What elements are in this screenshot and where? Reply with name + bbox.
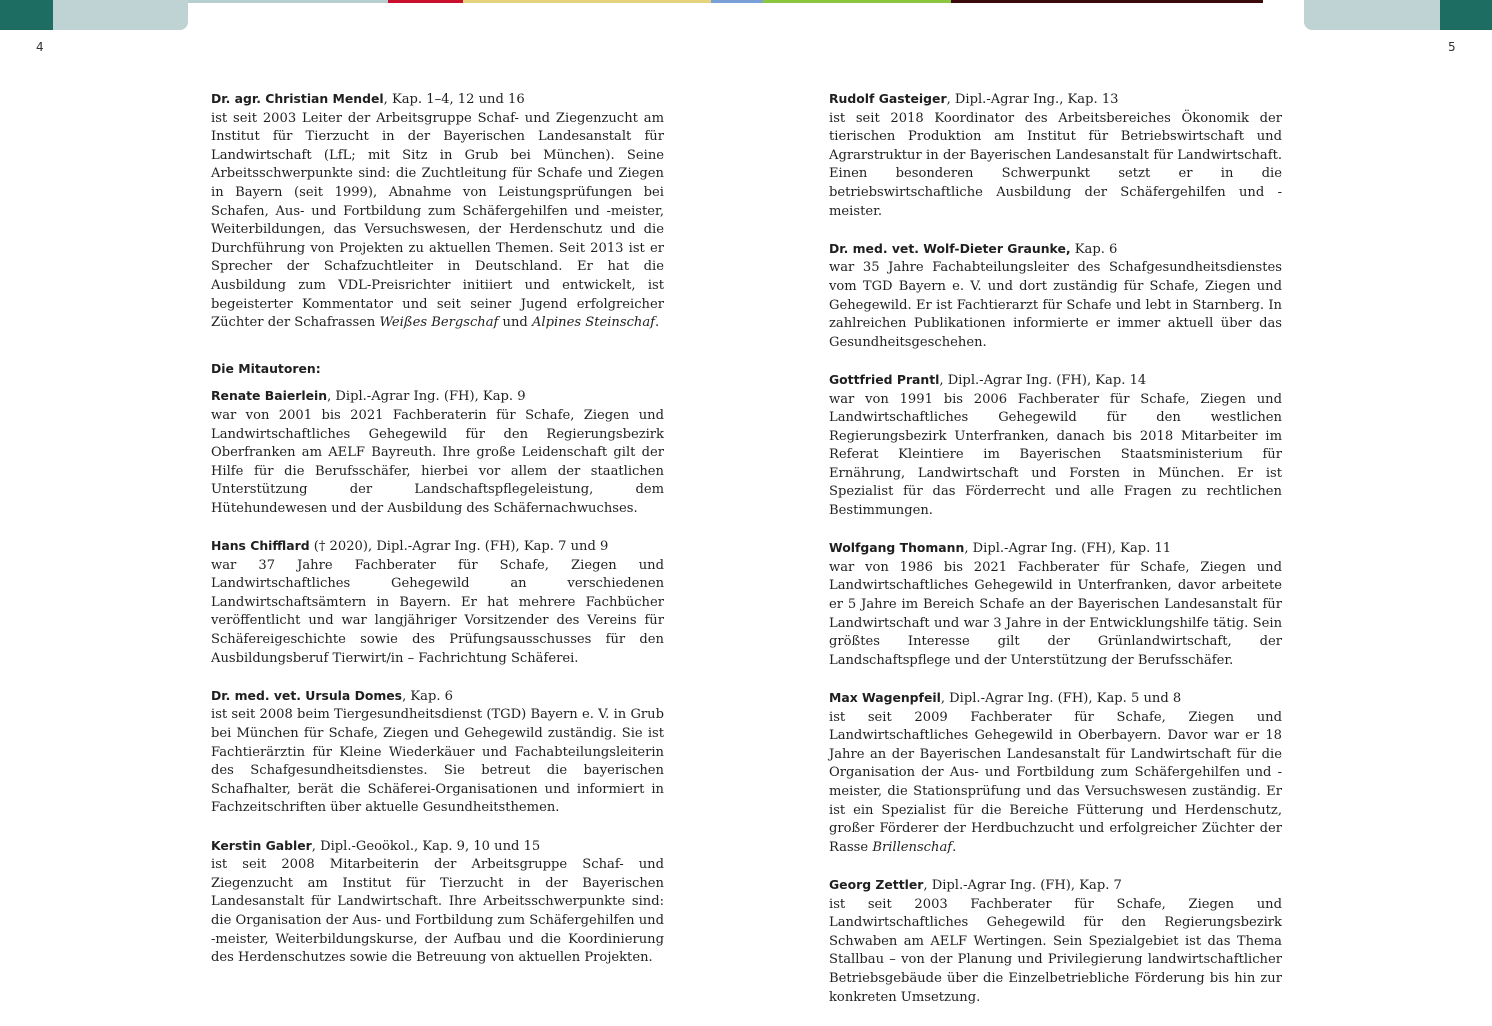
- author-meta: († 2020), Dipl.-Agrar Ing. (FH), Kap. 7 und 9: [309, 539, 609, 555]
- author-heading: [211, 387, 664, 407]
- author-meta: , Dipl.-Agrar Ing. (FH), Kap. 5 und 8: [940, 691, 1182, 706]
- author-entry: [211, 387, 664, 518]
- author-bio: ist seit 2008 beim Tiergesundheitsdienst (TGD) Bayern e. V. in Grub bei München für Schafe, Ziegen und Gehegewild zuständig. Sie ist Fachtierärztin für Kleine Wiederkäuer und Fachabteilungsleiterin des Schafgesundheitsdienstes. Sie betreut die bayerischen Schafhalter, berät die Schäferei-Organisationen und informiert in Fachzeitschriften über aktuelle Gesundheitsthemen.: [211, 707, 664, 816]
- author-name: Kerstin Gabler: [211, 837, 312, 853]
- author-heading: [829, 240, 1282, 260]
- author-meta: , Dipl.-Agrar Ing. (FH), Kap. 7: [923, 877, 1122, 893]
- author-entry: [211, 837, 664, 968]
- author-bio: war von 1986 bis 2021 Fachberater für Schafe, Ziegen und Landwirtschaftliches Gehegewild in Unterfranken, davor arbeitete er 5 Jahre im Bereich Schafe an der Bayerischen Landesanstalt für Landwirtschaft und war 3 Jahre in der Entwicklungshilfe tätig. Sein größtes Interesse gilt der Grünlandwirtschaft, der Landschaftspflege und der Unterstützung der Berufsschäfer.: [829, 559, 1282, 668]
- author-heading: [829, 371, 1282, 391]
- right-column: [829, 90, 1282, 1026]
- author-entry: [829, 689, 1282, 857]
- strip-segment: [168, 0, 388, 3]
- strip-segment: [463, 0, 711, 3]
- left-column: [211, 90, 664, 986]
- author-bio: ist seit 2003 Fachberater für Schafe, Ziegen und Landwirtschaftliches Gehegewild für den Regierungsbezirk Schwaben am AELF Wertingen. Sein Spezialgebiet ist das Thema Stallbau – von der Planung und Privilegierung landwirtschaftlicher Betriebsgebäude über die Einzelbetriebliche Förderung bis hin zur konkreten Umsetzung.: [829, 896, 1282, 1005]
- breed-name: Alpines Steinschaf: [531, 315, 655, 331]
- author-name: Georg Zettler: [829, 876, 924, 892]
- author-name: Renate Baierlein: [211, 388, 328, 404]
- author-heading: [829, 876, 1282, 896]
- author-heading: [211, 837, 664, 857]
- left-corner-tab-dark: [0, 0, 53, 30]
- author-entry: [829, 90, 1282, 221]
- coauthors-heading: Die Mitautoren:: [211, 360, 321, 376]
- right-corner-tab-dark: [1440, 0, 1492, 30]
- author-meta: , Dipl.-Agrar Ing. (FH), Kap. 11: [964, 541, 1172, 557]
- breed-name: Weißes Bergschaf: [379, 315, 499, 331]
- bio-text: ist seit 2003 Leiter der Arbeitsgruppe Schaf- und Ziegenzucht am Institut für Tierzucht in der Bayerischen Landesanstalt für Landwirtschaft (LfL; mit Sitz in Grub bei München). Seine Arbeitsschwerpunkte sind: die Zuchtleitung für Schafe und Ziegen in Bayern (seit 1999), Abnahme von Leistungsprüfungen bei Schafen, Aus- und Fortbildung zum Schäfergehilfen und -meister, Weiterbildungen, das Versuchswesen, der Herdenschutz und die Durchführung von Projekten zu aktuellen Themen. Seit 2013 ist er Sprecher der Schafzuchtleiter in Deutschland. Er hat die Ausbildung zum VDL-Preisrichter initiiert und entwickelt, ist begeisterter Kommentator und seit seiner Jugend erfolgreicher Züchter der Schafrassen: [211, 110, 664, 331]
- author-bio: [211, 110, 664, 333]
- author-meta: , Dipl.-Geoökol., Kap. 9, 10 und 15: [311, 838, 541, 854]
- author-name: Rudolf Gasteiger: [829, 91, 947, 106]
- author-entry: [829, 876, 1282, 1007]
- author-entry: [829, 240, 1282, 353]
- page-number-right: 5: [1448, 40, 1456, 54]
- author-meta: , Dipl.-Agrar Ing., Kap. 13: [946, 92, 1119, 107]
- author-heading: [829, 90, 1282, 110]
- author-bio: war von 1991 bis 2006 Fachberater für Schafe, Ziegen und Landwirtschaftliches Gehegewild für den westlichen Regierungsbezirk Unterfranken, danach bis 2018 Mitarbeiter im Referat Kleintiere im Bayerischen Staatsministerium für Ernährung, Landwirtschaft und Forsten in München. Er ist Spezialist für das Förderrecht und alle Fragen zu rechtlichen Bestimmungen.: [829, 391, 1282, 519]
- author-name: Max Wagenpfeil: [829, 690, 941, 705]
- author-heading: [211, 90, 664, 110]
- main-author-entry: [211, 90, 664, 333]
- author-name: Hans Chifflard: [211, 538, 310, 554]
- author-bio: ist seit 2018 Koordinator des Arbeitsbereiches Ökonomik der tierischen Produktion am Institut für Betriebswirtschaft und Agrarstruktur in der Bayerischen Landesanstalt für Landwirtschaft. Einen besonderen Schwerpunkt setzt er in die betriebswirtschaftliche Ausbildung der Schäfergehilfen und -meister.: [829, 110, 1282, 219]
- bio-conjunction: und: [498, 315, 532, 331]
- author-bio: [829, 709, 1282, 858]
- author-meta: Kap. 6: [1070, 241, 1118, 257]
- author-bio: war 35 Jahre Fachabteilungsleiter des Schafgesundheitsdienstes vom TGD Bayern e. V. und dort zuständig für Schafe, Ziegen und Gehegewild. Er ist Fachtierarzt für Schafe und lebt in Starnberg. In zahlreichen Publikationen informierte er immer aktuell über das Gesundheitsgeschehen.: [829, 260, 1282, 350]
- author-heading: [829, 689, 1282, 709]
- author-bio: war von 2001 bis 2021 Fachberaterin für Schafe, Ziegen und Landwirtschaftliches Gehegewild für den Regierungsbezirk Oberfranken am AELF Bayreuth. Ihre große Leidenschaft gilt der Hilfe für die Berufsschäfer, hierbei vor allem der staatlichen Unterstützung der Landschaftspflegeleistung, dem Hütehundewesen und der Ausbildung des Schäfernachwuchses.: [211, 407, 664, 516]
- right-corner-tab-light: [1304, 0, 1440, 30]
- bio-text: ist seit 2009 Fachberater für Schafe, Ziegen und Landwirtschaftliches Gehegewild in Oberbayern. Davor war er 18 Jahre an der Bayerischen Landesanstalt für Landwirtschaft für die Organisation der Aus- und Fortbildung zum Schäfergehilfen und -meister, die Stationsprüfung und das Versuchswesen zuständig. Er ist ein Spezialist für die Bereiche Fütterung und Herdenschutz, großer Förderer der Herdbuchzucht und erfolgreicher Züchter der Rasse: [829, 709, 1282, 855]
- author-bio: war 37 Jahre Fachberater für Schafe, Ziegen und Landwirtschaftliches Gehegewild an verschiedenen Landwirtschaftsämtern in Bayern. Er hat mehrere Fachbücher veröffentlicht und war langjähriger Vorsitzender des Vereins für Schäfereigeschichte sowie des Prüfungsausschusses für den Ausbildungsberuf Tierwirt/in – Fachrichtung Schäferei.: [211, 557, 664, 666]
- left-corner-tab-light: [53, 0, 188, 30]
- strip-segment: [951, 0, 1263, 3]
- author-entry: [211, 537, 664, 668]
- bio-end: .: [655, 315, 660, 331]
- author-name: Gottfried Prantl: [829, 371, 940, 387]
- author-name: Dr. med. vet. Ursula Domes: [211, 687, 403, 703]
- author-name: Wolfgang Thomann: [829, 540, 965, 556]
- strip-segment: [763, 0, 951, 3]
- author-meta: , Dipl.-Agrar Ing. (FH), Kap. 9: [327, 389, 526, 405]
- author-entry: [829, 371, 1282, 521]
- author-heading: [829, 539, 1282, 559]
- author-name: Dr. agr. Christian Mendel: [211, 91, 384, 106]
- author-meta: , Kap. 1–4, 12 und 16: [383, 92, 525, 107]
- author-heading: [211, 687, 664, 707]
- bio-end: .: [952, 839, 957, 855]
- strip-segment: [711, 0, 763, 3]
- author-meta: , Kap. 6: [402, 688, 454, 704]
- strip-segment: [388, 0, 463, 3]
- author-entry: [211, 687, 664, 818]
- breed-name: Brillenschaf: [872, 839, 953, 855]
- top-color-strip: [0, 0, 1492, 3]
- page-number-left: 4: [36, 40, 44, 54]
- author-heading: [211, 537, 664, 557]
- author-meta: , Dipl.-Agrar Ing. (FH), Kap. 14: [939, 372, 1147, 388]
- author-bio: ist seit 2008 Mitarbeiterin der Arbeitsgruppe Schaf- und Ziegenzucht am Institut für Tierzucht in der Bayerischen Landesanstalt für Landwirtschaft. Ihre Arbeitsschwerpunkte sind: die Organisation der Aus- und Fortbildung zum Schäfergehilfen und -meister, Weiterbildungskurse, der Aufbau und die Koordinierung des Herdenschutzes sowie die Betreuung von aktuellen Projekten.: [211, 857, 664, 966]
- author-entry: [829, 539, 1282, 670]
- author-name: Dr. med. vet. Wolf-Dieter Graunke,: [829, 240, 1071, 256]
